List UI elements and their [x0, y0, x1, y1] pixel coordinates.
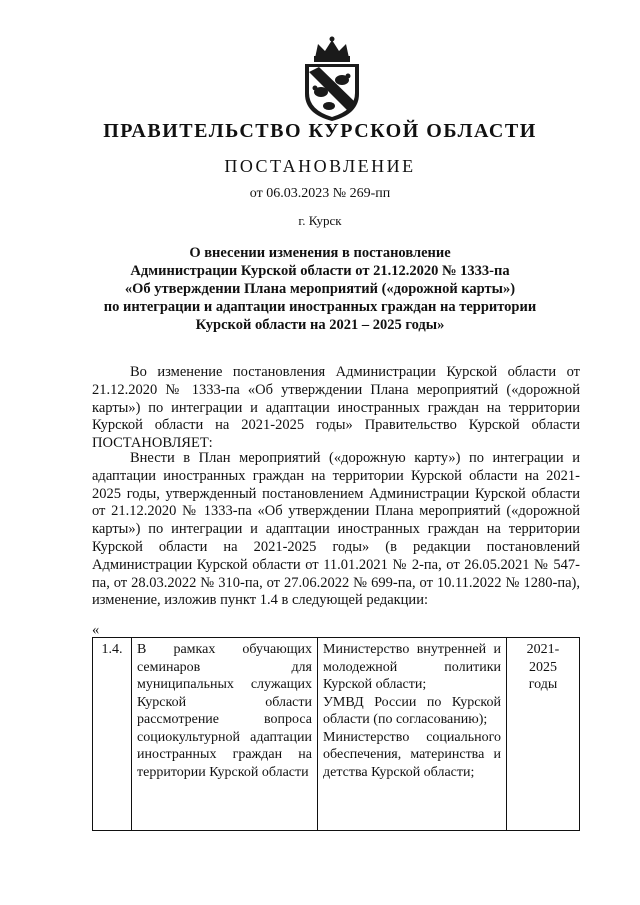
heading-line: Администрации Курской области от 21.12.2020 № 1333-па	[130, 263, 510, 279]
table-row	[93, 638, 580, 831]
executor: Министерство социального обеспечения, материнства и детства Курской области;	[323, 729, 501, 780]
body-paragraph-preamble: Во изменение постановления Администрации Курской области от 21.12.2020 № 1333-па «Об утверждении Плана мероприятий («дорожной карты») по интеграции и адаптации иностранных граждан на территории Курской области на 2021-2025 годы» Правительство Курской области ПОСТАНОВЛЯЕТ:	[92, 364, 580, 452]
heading-line: по интеграции и адаптации иностранных граждан на территории	[103, 299, 537, 315]
date-and-number: от 06.03.2023 № 269-пп	[249, 186, 391, 201]
term-line: 2021-	[526, 642, 560, 657]
heading-line: «Об утверждении Плана мероприятий («дорожной карты»)	[124, 281, 516, 297]
term-line: 2025	[529, 659, 557, 675]
item-number: 1.4.	[93, 638, 132, 831]
executor: УМВД России по Курской области (по согласованию);	[323, 694, 501, 727]
kursk-coat-of-arms-icon	[297, 36, 367, 122]
heading-line: О внесении изменения в постановление	[189, 245, 451, 261]
decree-heading	[60, 244, 580, 334]
body-paragraph-amendment: Внести в План мероприятий («дорожную карту») по интеграции и адаптации иностранных граждан на территории Курской области на 2021-2025 годы, утвержденный постановлением Администрации Курской области от 21.12.2020 № 1333-па «Об утверждении Плана мероприятий («дорожной карты») по интеграции и адаптации иностранных граждан на территории Курской области на 2021-2025 годы» (в редакции постановлений Администрации Курской области от 11.01.2021 № 2-па, от 26.05.2021 № 547-па, от 28.03.2022 № 310-па, от 27.06.2022 № 699-па, от 10.11.2022 № 1280-па), изменение, изложив пункт 1.4 в следующей редакции:	[92, 450, 580, 609]
coat-of-arms-drawing	[297, 36, 367, 122]
event-description: В рамках обучающих семинаров для муниципальных служащих Курской области рассмотрение вопроса социокультурной адаптации иностранных граждан на территории Курской области	[132, 638, 318, 831]
plan-table	[92, 637, 580, 831]
executors-cell	[318, 638, 507, 831]
term-cell	[507, 638, 580, 831]
executor: Министерство внутренней и молодежной политики Курской области;	[323, 642, 501, 692]
document-type: ПОСТАНОВЛЕНИЕ	[224, 156, 416, 176]
heading-line: Курской области на 2021 – 2025 годы»	[195, 317, 445, 333]
opening-quote: «	[92, 622, 100, 638]
city: г. Курск	[298, 213, 342, 228]
government-title: ПРАВИТЕЛЬСТВО КУРСКОЙ ОБЛАСТИ	[103, 120, 537, 142]
term-line: годы	[528, 677, 558, 692]
